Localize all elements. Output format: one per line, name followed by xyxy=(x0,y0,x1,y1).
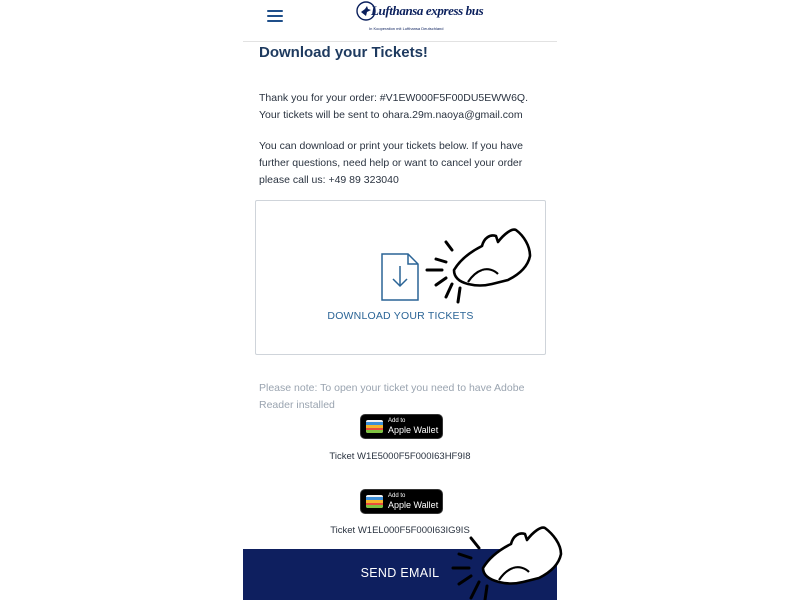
ticket-email-text: Your tickets will be sent to ohara.29m.naoya@gmail.com xyxy=(259,109,523,121)
pointing-hand-icon xyxy=(424,214,532,307)
order-number-text: Thank you for your order: #V1EW000F5F00DU5EWW6Q. xyxy=(259,92,529,104)
wallet-icon xyxy=(366,420,383,433)
wallet-icon xyxy=(366,495,383,508)
pointing-hand-icon xyxy=(451,518,563,600)
ticket-id-label: Ticket W1E5000F5F000I63HF9I8 xyxy=(329,451,471,462)
help-text: You can download or print your tickets below. If you have further questions, need help or want to cancel your order please call us: +49 89 323040 xyxy=(259,140,524,186)
wallet-big-label: Apple Wallet xyxy=(388,500,439,510)
page-title: Download your Tickets! xyxy=(259,44,428,61)
hamburger-menu-icon[interactable] xyxy=(267,10,283,22)
wallet-small-label: Add to xyxy=(388,418,406,424)
wallet-small-label: Add to xyxy=(388,493,406,499)
order-confirmation xyxy=(259,90,549,124)
wallet-big-label: Apple Wallet xyxy=(388,425,439,435)
document-download-icon xyxy=(381,253,419,301)
adobe-reader-note: Please note: To open your ticket you need to have Adobe Reader installed xyxy=(259,382,525,411)
download-tickets-label: DOWNLOAD YOUR TICKETS xyxy=(327,310,474,322)
ticket-id-label: Ticket W1EL000F5F000I63IG9IS xyxy=(330,525,470,536)
app-header xyxy=(243,0,557,42)
send-email-label: SEND EMAIL xyxy=(360,566,440,580)
download-tickets-button[interactable] xyxy=(255,200,546,355)
add-to-apple-wallet-button[interactable] xyxy=(360,489,443,514)
add-to-apple-wallet-button[interactable] xyxy=(360,414,443,439)
brand-tagline: In Kooperation mit Lufthansa Deutschland xyxy=(369,26,444,31)
brand-name: Lufthansa express bus xyxy=(371,3,484,18)
